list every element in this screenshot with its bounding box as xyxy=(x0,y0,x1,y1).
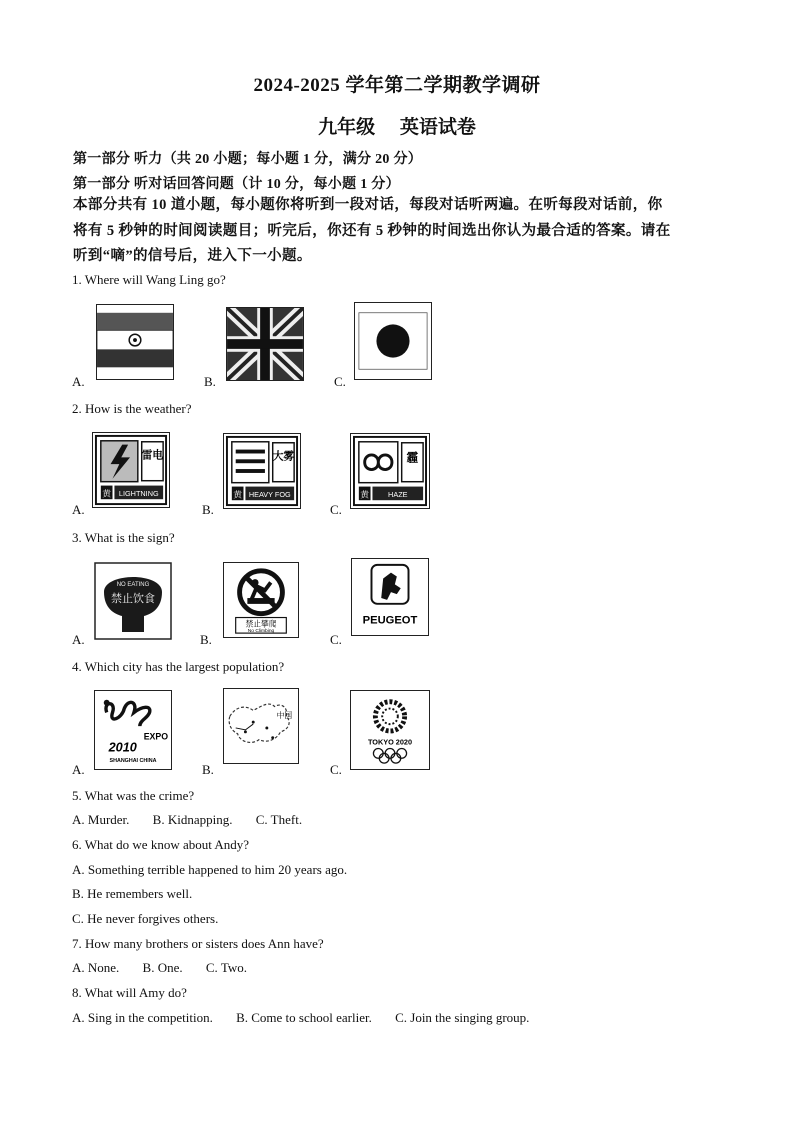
question-text: Which city has the largest population? xyxy=(84,659,285,674)
option-label[interactable]: C. xyxy=(330,632,342,647)
option-label[interactable]: B. xyxy=(200,632,212,647)
caption-cn: 雷电 xyxy=(141,449,164,462)
question-8 xyxy=(72,985,187,1001)
option-label[interactable]: B. xyxy=(202,762,214,777)
question-3 xyxy=(72,530,175,546)
question-number: 1. xyxy=(72,272,82,287)
option-b[interactable]: B. He remembers well. xyxy=(72,886,193,901)
options-row xyxy=(72,812,322,828)
india-flag-icon[interactable] xyxy=(96,304,174,380)
question-text: What is the sign? xyxy=(84,530,175,545)
section-heading: 第一部分 听力（共 20 小题；每小题 1 分，满分 20 分） xyxy=(73,152,423,167)
question-number: 5. xyxy=(72,788,82,803)
question-number: 4. xyxy=(72,659,82,674)
question-number: 7. xyxy=(72,936,82,951)
options-row xyxy=(72,1010,549,1026)
heavy-fog-warning-icon[interactable] xyxy=(223,433,301,509)
instruction-line: 听到“嘀”的信号后，进入下一小题。 xyxy=(73,248,312,264)
japan-flag-icon[interactable] xyxy=(354,302,432,380)
option-label[interactable]: A. xyxy=(72,502,85,517)
option-label[interactable]: A. xyxy=(72,632,85,647)
uk-flag-icon[interactable] xyxy=(226,307,304,381)
question-text: What was the crime? xyxy=(84,788,195,803)
caption-en: TOKYO 2020 xyxy=(367,737,413,747)
caption-en: No Climbing xyxy=(247,629,275,635)
option-label[interactable]: B. xyxy=(202,502,214,517)
haze-warning-icon[interactable] xyxy=(350,433,430,509)
question-number: 3. xyxy=(72,530,82,545)
caption-cn: 禁止饮食 xyxy=(111,593,155,605)
question-text: How is the weather? xyxy=(85,401,192,416)
option-c[interactable]: C. Theft. xyxy=(255,812,303,827)
option-label[interactable]: A. xyxy=(72,762,85,777)
caption-city: SHANGHAI CHINA xyxy=(109,758,157,765)
caption-tag: 黄 xyxy=(233,489,243,500)
option-label[interactable]: C. xyxy=(330,502,342,517)
option-b[interactable]: B. One. xyxy=(142,960,183,975)
question-5 xyxy=(72,788,194,804)
tokyo-2020-olympics-logo-icon[interactable] xyxy=(350,690,430,770)
caption-cn: 禁止攀爬 xyxy=(245,619,277,629)
question-text: Where will Wang Ling go? xyxy=(84,272,226,287)
exam-title: 2024-2025 学年第二学期教学调研 xyxy=(253,75,541,96)
caption-en: EXPO xyxy=(143,731,169,742)
china-map-icon[interactable] xyxy=(223,688,299,764)
option-c[interactable]: C. Two. xyxy=(205,960,247,975)
caption-en: HAZE xyxy=(388,489,408,499)
peugeot-logo-icon[interactable] xyxy=(351,558,429,636)
caption-tag: 黄 xyxy=(102,488,112,499)
option-a[interactable]: A. Something terrible happened to him 20 years ago. xyxy=(72,862,348,877)
question-text: How many brothers or sisters does Ann have? xyxy=(85,936,324,951)
expo-2010-shanghai-logo-icon[interactable] xyxy=(94,690,172,770)
question-text: What will Amy do? xyxy=(84,985,187,1000)
instructions xyxy=(73,193,733,270)
caption-en: LIGHTNING xyxy=(118,488,159,498)
option-a[interactable]: A. Murder. xyxy=(72,812,130,827)
question-number: 2. xyxy=(72,401,82,416)
exam-subtitle xyxy=(0,112,794,139)
caption-cn: 中国 xyxy=(276,711,293,721)
grade-label: 九年级 xyxy=(318,117,376,138)
option-label[interactable]: A. xyxy=(72,374,85,389)
caption-en: PEUGEOT xyxy=(362,614,418,627)
question-number: 6. xyxy=(72,837,82,852)
caption-en: HEAVY FOG xyxy=(248,489,291,499)
option-a[interactable]: A. None. xyxy=(72,960,120,975)
caption-en: NO EATING xyxy=(116,582,150,588)
subject-label: 英语试卷 xyxy=(399,117,476,138)
caption-cn: 霾 xyxy=(406,451,419,465)
question-4 xyxy=(72,659,284,675)
option-label[interactable]: C. xyxy=(334,374,346,389)
option-a[interactable]: A. Sing in the competition. xyxy=(72,1010,213,1025)
option-c[interactable]: C. He never forgives others. xyxy=(72,911,219,926)
question-2 xyxy=(72,401,192,417)
lightning-warning-icon[interactable] xyxy=(92,432,170,508)
option-b[interactable]: B. Come to school earlier. xyxy=(236,1010,372,1025)
option-label[interactable]: B. xyxy=(204,374,216,389)
option-b[interactable]: B. Kidnapping. xyxy=(152,812,233,827)
caption-cn: 大雾 xyxy=(272,450,295,463)
no-eating-sign-icon[interactable] xyxy=(94,562,172,640)
question-7 xyxy=(72,936,324,952)
section-subheading: 第一部分 听对话回答问题（计 10 分，每小题 1 分） xyxy=(73,177,400,192)
question-1 xyxy=(72,272,226,288)
no-climbing-sign-icon[interactable] xyxy=(223,562,299,638)
instruction-line: 本部分共有 10 道小题，每小题你将听到一段对话，每段对话听两遍。在听每段对话前，你 xyxy=(73,197,663,213)
question-number: 8. xyxy=(72,985,82,1000)
question-text: What do we know about Andy? xyxy=(84,837,250,852)
option-c[interactable]: C. Join the singing group. xyxy=(395,1010,530,1025)
caption-tag: 黄 xyxy=(360,489,370,500)
option-label[interactable]: C. xyxy=(330,762,342,777)
caption-year: 2010 xyxy=(108,740,137,755)
question-6 xyxy=(72,837,249,853)
instruction-line: 将有 5 秒钟的时间阅读题目；听完后，你还有 5 秒钟的时间选出你认为最合适的答案。请在 xyxy=(73,222,671,239)
options-row xyxy=(72,960,267,976)
